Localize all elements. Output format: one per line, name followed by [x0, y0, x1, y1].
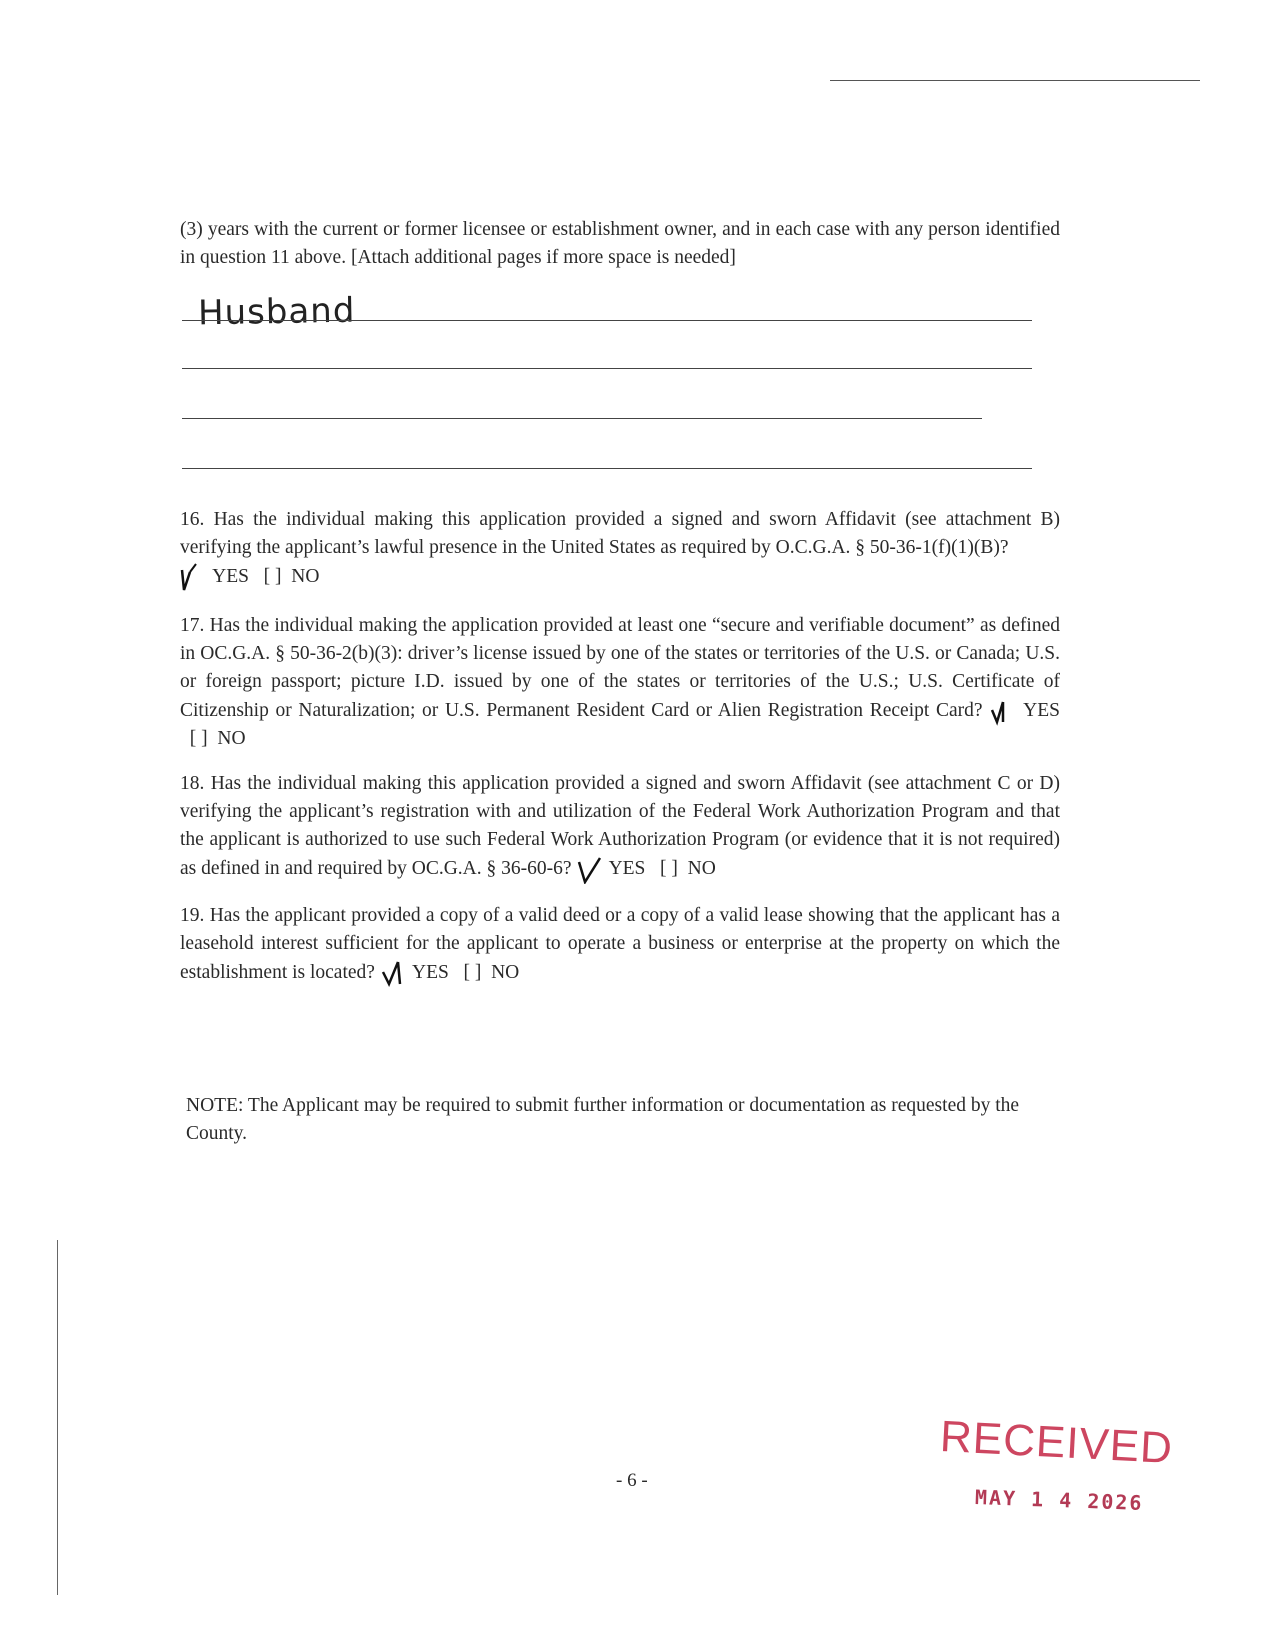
question-17-text: 17. Has the individual making the application provided at least one “secure and verifiable document” as defined in OC.G.A. § 50-36-2(b)(3): driver’s license issued by one of the states or territories of the U.S. or Canada; U.S. or foreign passport; picture I.D. issued by one of the states or territories of the U.S.; U.S. Certificate of Citizenship or Naturalization; or U.S. Permanent Resident Card or Alien Registration Receipt Card?: [180, 615, 1060, 721]
question-16: [180, 506, 1060, 591]
question-18-text: 18. Has the individual making this application provided a signed and sworn Affidavit (see attachment C or D) verifying the applicant’s registration with and utilization of the Federal Work Authorization Program and that the applicant is authorized to use such Federal Work Authorization Program (or evidence that it is not required) as defined in and required by OC.G.A. § 36-60-6?: [180, 773, 1060, 879]
answer-line-3[interactable]: [182, 418, 982, 419]
top-rule: [830, 80, 1200, 81]
q17-no-label: NO: [217, 728, 246, 749]
q19-no-label: NO: [491, 962, 520, 983]
checkmark-icon[interactable]: [180, 562, 208, 586]
q16-no-label: NO: [291, 566, 320, 587]
left-margin-rule: [57, 1240, 58, 1595]
received-stamp: RECEIVED: [938, 1411, 1175, 1474]
q17-yes-label: YES: [1023, 700, 1061, 721]
answer-line-1[interactable]: [182, 320, 1032, 321]
question-17: [180, 612, 1060, 753]
checkmark-icon[interactable]: [576, 854, 604, 878]
q19-no-checkbox[interactable]: [ ]: [453, 962, 487, 983]
handwritten-answer: Husband: [197, 290, 356, 334]
q19-yes-label: YES: [411, 962, 449, 983]
q16-yes-label: YES: [212, 566, 249, 587]
q18-yes-label: YES: [608, 858, 646, 879]
note-paragraph: NOTE: The Applicant may be required to submit further information or documentation as requested by the County.: [186, 1095, 1020, 1144]
question-18: [180, 770, 1060, 883]
question-19-text: 19. Has the applicant provided a copy of a valid deed or a copy of a valid lease showing that the applicant has a leasehold interest sufficient for the applicant to operate a business or enterprise at the property on which the establishment is located?: [180, 905, 1060, 983]
q17-no-checkbox[interactable]: [ ]: [180, 728, 213, 749]
checkmark-icon[interactable]: [989, 696, 1017, 720]
checkmark-icon[interactable]: [380, 958, 408, 982]
q18-no-label: NO: [687, 858, 716, 879]
intro-paragraph: (3) years with the current or former licensee or establishment owner, and in each case with any person identified in question 11 above. [Attach additional pages if more space is needed]: [180, 219, 1060, 268]
question-16-text: 16. Has the individual making this application provided a signed and sworn Affidavit (see attachment B) verifying the applicant’s lawful presence in the United States as required by O.C.G.A. § 50-36-1(f)(1)(B)?: [180, 509, 1060, 558]
received-stamp-date: MAY 1 4 2026: [974, 1485, 1144, 1515]
page-number: - 6 -: [616, 1470, 648, 1491]
q16-no-checkbox[interactable]: [ ]: [253, 566, 287, 587]
q18-no-checkbox[interactable]: [ ]: [650, 858, 683, 879]
question-19: [180, 902, 1060, 987]
answer-line-4[interactable]: [182, 468, 1032, 469]
answer-line-2[interactable]: [182, 368, 1032, 369]
